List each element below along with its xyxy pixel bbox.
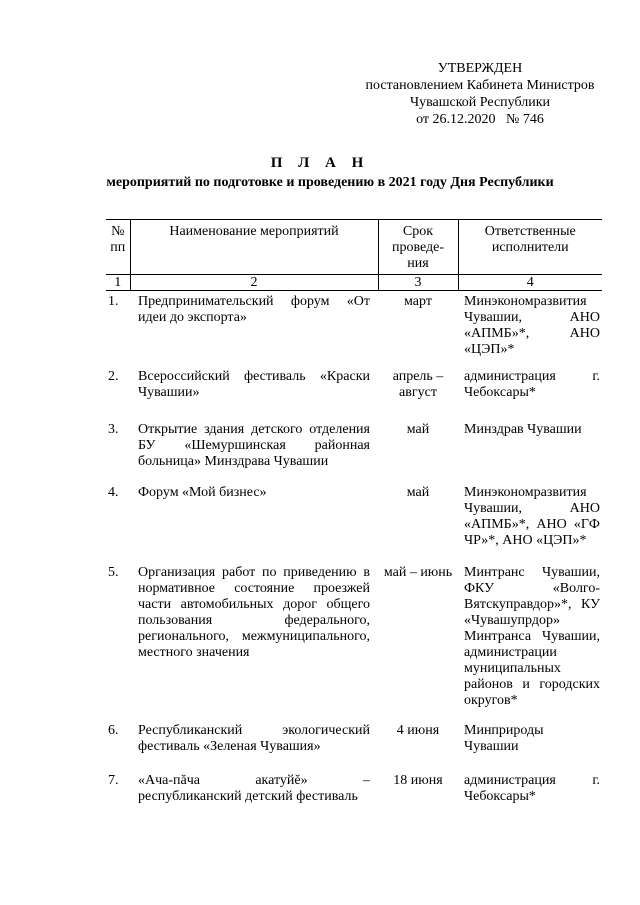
row-event-name: Организация работ по приведению в нормативное состояние проезжей части автомобильных дорог общего пользования федерального, регионального, межмуниципального, местного значения	[138, 564, 370, 660]
row-executors: Минприроды Чувашии	[464, 722, 544, 754]
row-num: 6.	[108, 722, 119, 738]
row-executors: администрация г. Чебоксары*	[464, 772, 600, 804]
table-row	[106, 366, 602, 419]
row-executors: Минтранс Чувашии, ФКУ «Волго-Вятскуправдор»*, КУ «Чувашупрдор» Минтранса Чувашии, администрации муниципальных районов и городских округов*	[464, 564, 600, 708]
approval-line-approved: УТВЕРЖДЕН	[437, 61, 523, 76]
index-cell: 1	[106, 275, 130, 291]
table-row	[106, 291, 602, 366]
row-event-name: Форум «Мой бизнес»	[138, 484, 267, 500]
table-row	[106, 482, 602, 562]
approval-line-date-number: от 26.12.2020 № 746	[416, 112, 544, 127]
header-name: Наименование мероприятий	[130, 220, 378, 275]
row-term: май	[406, 421, 430, 437]
row-term: май	[406, 484, 430, 500]
row-event-name: Республиканский экологический фестиваль «Зеленая Чувашия»	[138, 722, 370, 754]
table-index-row	[106, 275, 602, 291]
row-num: 3.	[108, 421, 119, 437]
row-num: 2.	[108, 368, 119, 384]
document-title: П Л А Н	[270, 155, 370, 171]
row-executors: Минэкономразвития Чувашии, АНО «АПМБ»*, АНО «ЦЭП»*	[464, 294, 600, 357]
index-cell: 3	[378, 275, 458, 291]
row-term: апрель – август	[392, 368, 444, 400]
header-exec: Ответственные исполнители	[458, 220, 602, 275]
row-term: 18 июня	[393, 772, 443, 788]
document-subtitle: мероприятий по подготовке и проведению в 2021 году Дня Республики	[106, 175, 554, 190]
row-term: 4 июня	[396, 722, 440, 738]
row-term: март	[404, 294, 432, 309]
approval-stamp	[362, 60, 598, 128]
row-num: 4.	[108, 484, 119, 500]
row-executors: Минздрав Чувашии	[464, 421, 582, 437]
row-event-name: Всероссийский фестиваль «Краски Чувашии»	[138, 368, 370, 400]
table-row	[106, 419, 602, 482]
index-cell: 4	[458, 275, 602, 291]
header-num: № пп	[106, 220, 130, 275]
row-num: 1.	[108, 294, 119, 309]
approval-line-resolution: постановлением Кабинета Министров	[365, 78, 595, 93]
table-header-row	[106, 220, 602, 275]
header-term: Срок проведе-ния	[378, 220, 458, 275]
row-term: май – июнь	[383, 564, 453, 580]
table-row	[106, 562, 602, 720]
table-row	[106, 770, 602, 815]
row-num: 7.	[108, 772, 119, 788]
row-num: 5.	[108, 564, 119, 580]
row-executors: администрация г. Чебоксары*	[464, 368, 600, 400]
row-event-name: «Ача-пăча акатуйĕ» – республиканский детский фестиваль	[138, 772, 370, 804]
index-cell: 2	[130, 275, 378, 291]
plan-table	[106, 219, 602, 815]
row-event-name: Предпринимательский форум «От идеи до экспорта»	[138, 294, 370, 325]
approval-line-republic: Чувашской Республики	[409, 95, 551, 110]
row-executors: Минэкономразвития Чувашии, АНО «АПМБ»*, АНО «ГФ ЧР»*, АНО «ЦЭП»*	[464, 484, 600, 548]
table-row	[106, 720, 602, 770]
row-event-name: Открытие здания детского отделения БУ «Шемуршинская районная больница» Минздрава Чувашии	[138, 421, 370, 469]
